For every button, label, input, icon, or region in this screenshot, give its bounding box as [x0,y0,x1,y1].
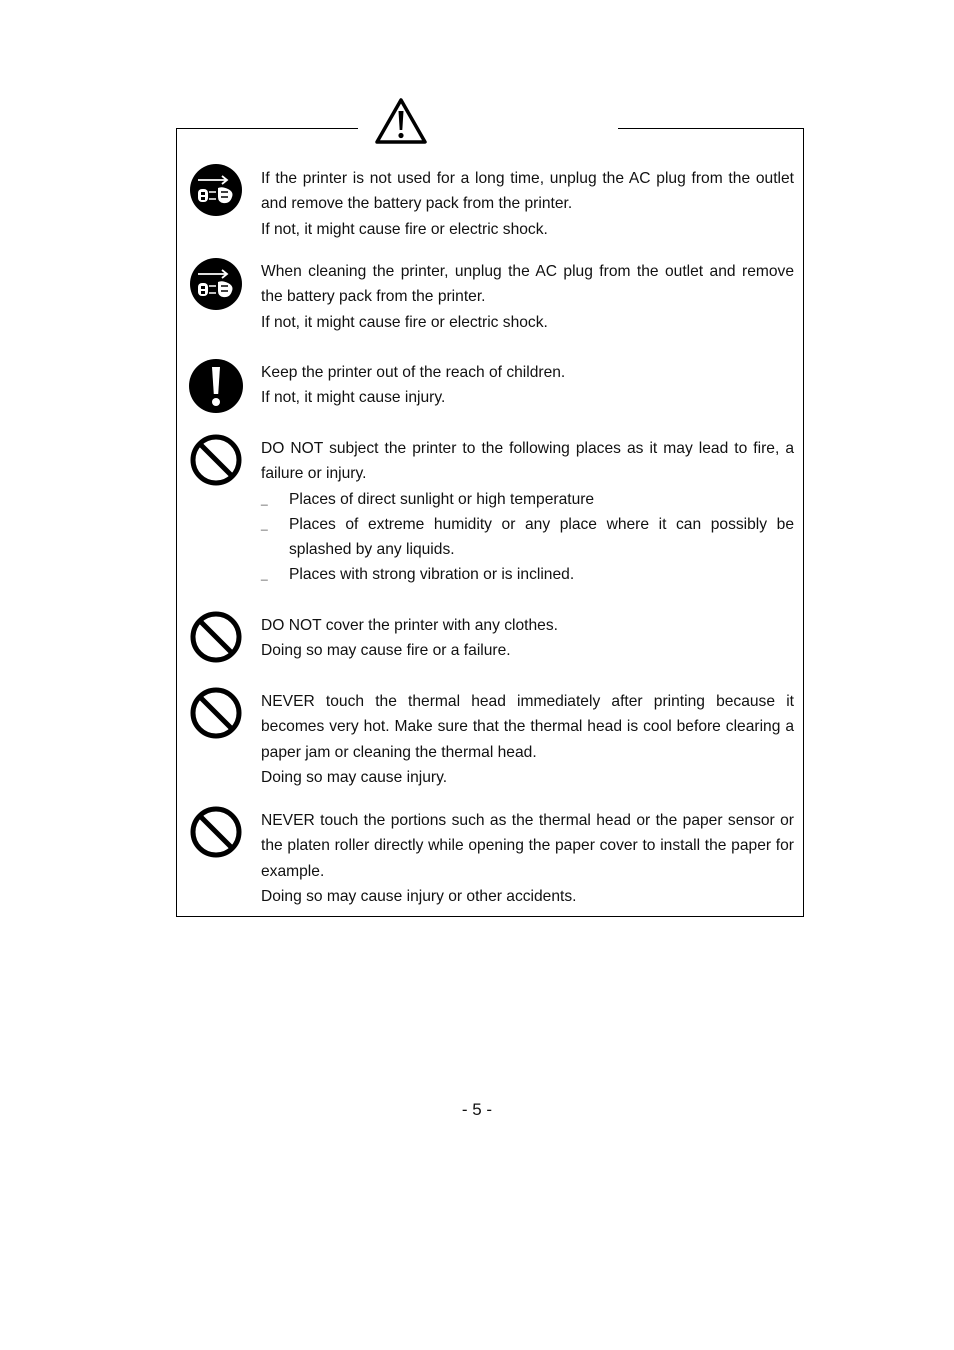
exclamation-icon [188,358,244,414]
item-text-line: If not, it might cause injury. [261,389,446,407]
item-text-line: DO NOT subject the printer to the following places as it may lead to fire, a failure or injury. [261,440,794,483]
page-number: - 5 - [461,1100,493,1119]
item-text-line: If the printer is not used for a long time, unplug the AC plug from the outlet and remove the battery pack from the printer. [261,170,794,213]
bullet-item [261,562,794,587]
bullet-mark: _ [261,567,268,582]
prohibition-icon [188,804,244,860]
item-text-line: Doing so may cause injury. [261,768,448,786]
item-text-line: DO NOT cover the printer with any clothes. [261,617,558,634]
unplug-icon [188,162,244,218]
prohibition-icon [188,432,244,488]
prohibition-icon [188,609,244,665]
bullet-mark: _ [261,516,268,531]
item-text-line: Doing so may cause injury or other accidents. [261,887,577,905]
item-text-line: Doing so may cause fire or a failure. [261,642,511,660]
bullet-text: Places of direct sunlight or high temperature [289,490,595,508]
prohibition-icon [188,685,244,741]
item-text-line: If not, it might cause fire or electric shock. [261,313,548,331]
item-text-line: NEVER touch the thermal head immediately after printing because it becomes very hot. Make sure that the thermal head is cool before clearing a paper jam or cleaning the thermal head. [261,693,794,761]
bullet-item [261,512,794,563]
bullet-item [261,487,794,512]
item-text-line: NEVER touch the portions such as the thermal head or the paper sensor or the platen roller directly while opening the paper cover to install the paper for example. [261,812,794,880]
bullet-text: Places with strong vibration or is inclined. [289,566,575,584]
warning-triangle-icon [374,97,428,145]
bullet-text: Places of extreme humidity or any place where it can possibly be splashed by any liquids. [289,515,794,559]
item-text-line: Keep the printer out of the reach of children. [261,364,566,381]
unplug-icon [188,256,244,312]
item-text-line: When cleaning the printer, unplug the AC plug from the outlet and remove the battery pack from the printer. [261,263,794,306]
item-text-line: If not, it might cause fire or electric shock. [261,220,548,238]
bullet-mark: _ [261,491,268,506]
